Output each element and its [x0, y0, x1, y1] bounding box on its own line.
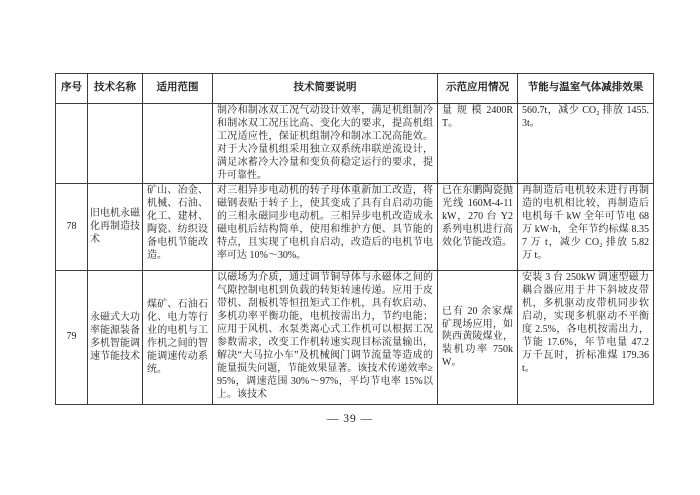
application-text: 已有 20 余家煤矿现场应用，如陕西黄陵煤业，装机功率 750kW。 — [442, 305, 513, 369]
cell-effect — [518, 184, 654, 271]
effect-text: 560.7t，减少 CO₂ 排放 1455.3t。 — [522, 105, 649, 129]
effect-text: 安装 3 台 250kW 调速型磁力耦合器应用于井下斜坡皮带机，多机驱动皮带机同步软启动，实现多机驱动不平衡度 2.5%，各电机按需出力，节能 17.6%，年节电量 47.2 万千瓦时，折标准煤 179.36t。 — [522, 272, 649, 374]
cell-description — [213, 271, 438, 405]
cell-application — [438, 104, 518, 184]
table-row-continuation — [56, 104, 654, 184]
cell-application — [438, 184, 518, 271]
tech-name-text: 永磁式大功率能源装备多机智能调速节能技术 — [90, 312, 140, 362]
cell-scope — [143, 271, 213, 405]
technology-table — [55, 73, 654, 405]
cell-seq: 79 — [56, 271, 88, 405]
cell-application — [438, 271, 518, 405]
description-text: 制冷和制冰双工况气动设计效率，满足机组制冷和制冰双工况压比高、变化大的要求，提高机组工况适应性，保证机组制冷和制冰工况高能效。对于大冷量机组采用独立双系统串联逆流设计，满足冰蓄冷大冷量和变负荷稳定运行的要求，提升可靠性。 — [217, 105, 433, 181]
description-text: 对三相异步电动机的转子母体重新加工改造，将磁钢表贴于转子上，使其变成了具有自启动功能的三相永磁同步电动机。三相异步电机改造成永磁电机后结构简单，使用和维护方便、具节能的特点，且实现了电机自启动，改造后的电机节电率可达 10%～30%。 — [217, 185, 433, 261]
page-number: — 39 — — [326, 413, 374, 425]
cell-tech-name — [88, 104, 143, 184]
cell-tech-name — [88, 184, 143, 271]
effect-text: 再制造后电机较未进行再制造的电机相比较，再制造后电机每千 kW 全年可节电 68 万 kW·h，全年节约标煤 8.357 万 t，减少 CO₂ 排放 5.82 万 t。 — [522, 185, 649, 261]
scope-text: 矿山、冶金、机械、石油、化工、建材、陶瓷、纺织设备电机节能改造。 — [147, 185, 208, 261]
cell-effect — [518, 104, 654, 184]
cell-description — [213, 184, 438, 271]
table-row-78 — [56, 184, 654, 271]
description-text: 以磁场为介质，通过调节铜导体与永磁体之间的气隙控制电机到负载的转矩转速传递。应用于皮带机、刮板机等恒扭矩式工作机，具有软启动、多机功率平衡功能，电机按需出力，节约电能；应用于风机、水泵类离心式工作机可以根据工况参数需求，改变工作机转速实现目标流量输出，解决“大马拉小车”及机械阀门调节流量等造成的能量损失问题，节能效果显著。该技术传递效率≥95%，调速范围 30%～97%，平均节电率 15%以上。该技术 — [217, 272, 433, 400]
cell-scope — [143, 184, 213, 271]
col-header-effect: 节能与温室气体减排效果 — [518, 74, 654, 104]
col-header-seq: 序号 — [56, 74, 88, 104]
cell-effect — [518, 271, 654, 405]
cell-description — [213, 104, 438, 184]
col-header-application: 示范应用情况 — [438, 74, 518, 104]
application-text: 量规模2400RT。 — [442, 105, 513, 129]
scope-text: 煤矿、石油石化、电力等行业的电机与工作机之间的智能调速传动系统。 — [147, 299, 208, 375]
cell-seq — [56, 104, 88, 184]
col-header-description: 技术简要说明 — [213, 74, 438, 104]
cell-tech-name — [88, 271, 143, 405]
col-header-scope: 适用范围 — [143, 74, 213, 104]
tech-name-text: 旧电机永磁化再制造技术 — [90, 208, 140, 245]
table-row-79 — [56, 271, 654, 405]
col-header-tech-name: 技术名称 — [88, 74, 143, 104]
cell-seq: 78 — [56, 184, 88, 271]
application-text: 已在东鹏陶瓷抛光线 160M-4-11kW，270 台 Y2 系列电机进行高效化节能改造。 — [442, 185, 513, 249]
cell-scope — [143, 104, 213, 184]
table-header-row — [56, 74, 654, 104]
